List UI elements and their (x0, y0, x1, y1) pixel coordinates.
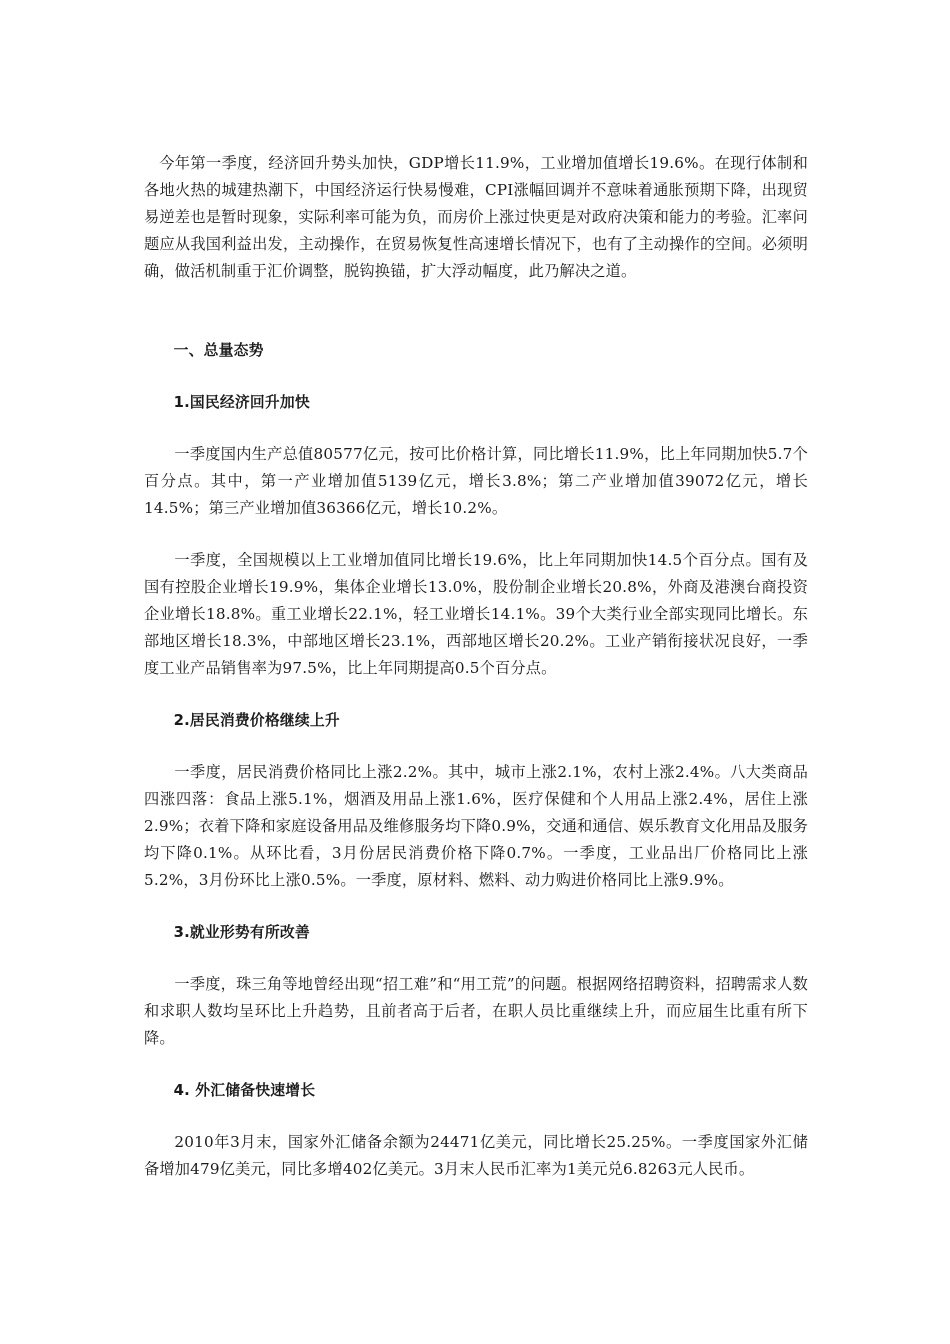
document-page (144, 150, 808, 1183)
intro-paragraph: 今年第一季度，经济回升势头加快，GDP增长11.9%，工业增加值增长19.6%。在现行体制和各地火热的城建热潮下，中国经济运行快易慢难，CPI涨幅回调并不意味着通胀预期下降，出现贸易逆差也是暂时现象，实际利率可能为负，而房价上涨过快更是对政府决策和能力的考验。汇率问题应从我国利益出发，主动操作，在贸易恢复性高速增长情况下，也有了主动操作的空间。必须明确，做活机制重于汇价调整，脱钩换锚，扩大浮动幅度，此乃解决之道。 (144, 154, 808, 280)
subsection-heading-4: 4. 外汇储备快速增长 (173, 1082, 316, 1099)
section-heading: 一、总量态势 (173, 342, 264, 359)
paragraph-industry: 一季度，全国规模以上工业增加值同比增长19.6%，比上年同期加快14.5个百分点。国有及国有控股企业增长19.9%，集体企业增长13.0%，股份制企业增长20.8%，外商及港澳台商投资企业增长18.8%。重工业增长22.1%，轻工业增长14.1%。39个大类行业全部实现同比增长。东部地区增长18.3%，中部地区增长23.1%，西部地区增长20.2%。工业产销衔接状况良好，一季度工业产品销售率为97.5%，比上年同期提高0.5个百分点。 (144, 551, 808, 677)
paragraph-forex: 2010年3月末，国家外汇储备余额为24471亿美元，同比增长25.25%。一季度国家外汇储备增加479亿美元，同比多增402亿美元。3月末人民币汇率为1美元兑6.8263元人民币。 (144, 1133, 808, 1178)
paragraph-cpi: 一季度，居民消费价格同比上涨2.2%。其中，城市上涨2.1%，农村上涨2.4%。八大类商品四涨四落：食品上涨5.1%，烟酒及用品上涨1.6%，医疗保健和个人用品上涨2.4%，居住上涨2.9%；衣着下降和家庭设备用品及维修服务均下降0.9%，交通和通信、娱乐教育文化用品及服务均下降0.1%。从环比看，3月份居民消费价格下降0.7%。一季度，工业品出厂价格同比上涨5.2%，3月份环比上涨0.5%。一季度，原材料、燃料、动力购进价格同比上涨9.9%。 (144, 763, 808, 889)
subsection-heading-1: 1.国民经济回升加快 (173, 394, 310, 411)
subsection-heading-2: 2.居民消费价格继续上升 (173, 712, 340, 729)
paragraph-employment: 一季度，珠三角等地曾经出现“招工难”和“用工荒”的问题。根据网络招聘资料，招聘需求人数和求职人数均呈环比上升趋势，且前者高于后者，在职人员比重继续上升，而应届生比重有所下降。 (144, 975, 808, 1047)
paragraph-gdp: 一季度国内生产总值80577亿元，按可比价格计算，同比增长11.9%，比上年同期加快5.7个百分点。其中，第一产业增加值5139亿元，增长3.8%；第二产业增加值39072亿元，增长14.5%；第三产业增加值36366亿元，增长10.2%。 (144, 445, 808, 517)
subsection-heading-3: 3.就业形势有所改善 (173, 924, 310, 941)
